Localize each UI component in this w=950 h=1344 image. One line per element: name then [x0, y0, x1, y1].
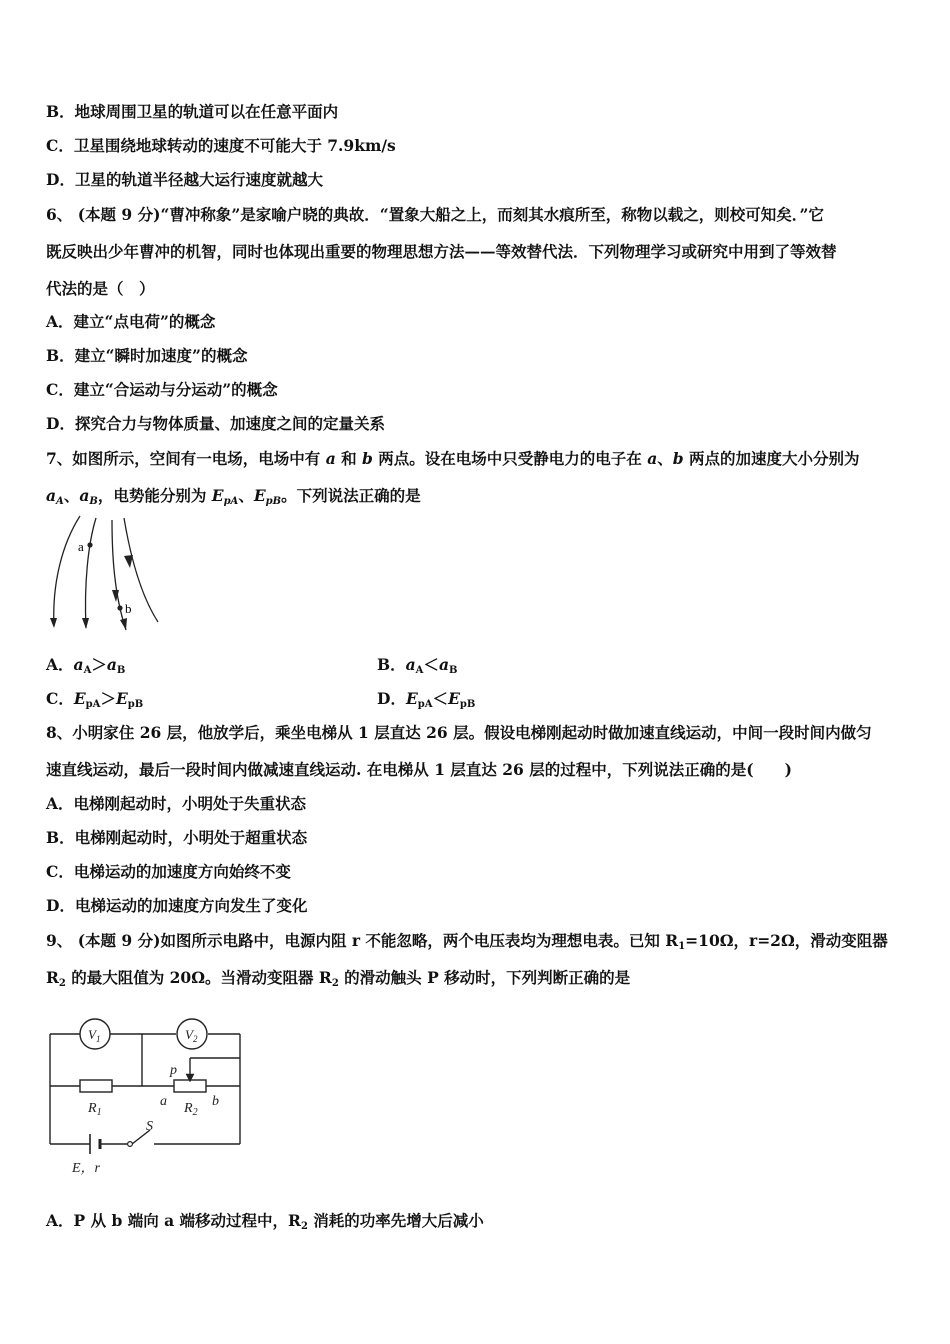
- sym-base: E: [211, 486, 224, 505]
- option-text: 探究合力与物体质量、加速度之间的定量关系: [74, 414, 385, 433]
- question-text: 的滑动触头 P 移动时，下列判断正确的是: [338, 968, 631, 987]
- label-sub: 1: [95, 1034, 101, 1044]
- q7-option-b: [377, 655, 457, 681]
- switch-s-label: S: [146, 1119, 153, 1134]
- option-text: 电梯刚起动时，小明处于超重状态: [74, 828, 308, 847]
- sym-sub: pA: [85, 699, 101, 710]
- label-sub: 1: [96, 1107, 102, 1118]
- point-a-dot: [87, 542, 92, 547]
- comparison-op: ＜: [432, 689, 449, 708]
- q7-text: 。下列说法正确的是: [281, 486, 421, 505]
- sym-sub: A: [56, 496, 64, 507]
- q8-option-c: [46, 862, 291, 882]
- arrowhead-icon: [120, 618, 127, 630]
- option-text: 卫星的轨道半径越大运行速度就越大: [74, 170, 323, 189]
- question-number: 8、: [46, 723, 73, 742]
- label-base: R: [184, 1101, 193, 1116]
- option-letter: D．: [377, 689, 406, 708]
- point-a-var: a: [325, 449, 336, 468]
- sym-sub: B: [116, 665, 126, 676]
- label-base: V: [88, 1027, 96, 1042]
- sym-sub: A: [415, 665, 424, 676]
- sym-base: E: [448, 689, 460, 708]
- sym-base: E: [253, 486, 266, 505]
- q7-text: 、: [63, 486, 80, 505]
- comparison-op: ＞: [91, 655, 107, 674]
- q7-text: ，电势能分别为: [97, 486, 212, 505]
- q7-text: 如图所示，空间有一电场，电场中有: [72, 449, 326, 468]
- sym-sub: B: [448, 665, 458, 676]
- point-b-label: b: [125, 601, 132, 616]
- question-text: 小明家住 26 层，他放学后，乘坐电梯从 1 层直达 26 层。假设电梯刚起动时做加速直线运动，中间一段时间内做匀: [72, 723, 872, 742]
- q8-line-2: 速直线运动，最后一段时间内做减速直线运动. 在电梯从 1 层直达 26 层的过程中，下列说法正确的是( ): [46, 760, 792, 779]
- q7-line-2: [46, 486, 421, 512]
- label-base: R: [88, 1101, 97, 1116]
- arrowhead-icon: [124, 555, 133, 568]
- electric-field-figure: [44, 514, 164, 636]
- option-letter: A．: [46, 794, 74, 813]
- sym-sub: pA: [417, 699, 433, 710]
- sym-base: a: [405, 655, 416, 674]
- option-text: 建立“合运动与分运动”的概念: [73, 380, 278, 399]
- q7-option-d: [377, 689, 475, 715]
- option-text: 建立“点电荷”的概念: [73, 312, 216, 331]
- point-b-var: b: [362, 449, 373, 468]
- prev-option-d: [46, 170, 323, 190]
- q7-text: 、: [238, 486, 254, 505]
- question-number: 9、: [46, 931, 73, 950]
- q7-line-1: [46, 449, 860, 469]
- option-text: P 从 b 端向 a 端移动过程中，R: [73, 1211, 301, 1230]
- option-letter: C．: [46, 689, 74, 708]
- point-b-var: b: [672, 449, 684, 468]
- question-text: =10Ω，r=2Ω，滑动变阻器: [685, 931, 888, 950]
- sym-sub: B: [89, 496, 98, 507]
- circuit-diagram: [44, 1012, 249, 1182]
- option-text: 电梯运动的加速度方向始终不变: [73, 862, 291, 881]
- option-letter: A．: [46, 655, 74, 674]
- question-text: 的最大阻值为 20Ω。当滑动变阻器 R: [65, 968, 332, 987]
- option-letter: C．: [46, 136, 74, 155]
- sym-base: a: [438, 655, 449, 674]
- symbol-aA: [46, 486, 64, 505]
- q6-option-a: [46, 312, 215, 332]
- v1-label: [88, 1027, 100, 1044]
- question-text: R: [46, 968, 59, 987]
- q6-option-d: [46, 414, 385, 434]
- v2-label: [185, 1027, 198, 1044]
- option-text: 建立“瞬时加速度”的概念: [74, 346, 248, 365]
- node-b-label: b: [212, 1094, 219, 1109]
- r1-label: [87, 1101, 102, 1118]
- sym-sub: pB: [127, 699, 144, 710]
- sym-base: a: [46, 486, 57, 505]
- question-number: 6、: [46, 205, 73, 224]
- q7-text: 和: [335, 449, 363, 468]
- q8-option-b: [46, 828, 307, 848]
- q6-line-3: 代法的是（ ）: [46, 279, 155, 298]
- option-text: 电梯运动的加速度方向发生了变化: [74, 896, 308, 915]
- resistor-r1: [80, 1080, 112, 1092]
- q9-line-1: [46, 931, 888, 957]
- option-letter: B．: [46, 102, 75, 121]
- sym-sub: A: [83, 665, 92, 676]
- q7-option-a: [46, 655, 125, 681]
- sym-base: a: [73, 655, 84, 674]
- arrowhead-icon: [82, 618, 89, 629]
- slider-arrow-icon: [186, 1074, 194, 1082]
- point-b-dot: [117, 605, 122, 610]
- source-label: E，r: [72, 1161, 100, 1176]
- option-letter: D．: [46, 896, 75, 915]
- switch-contact: [128, 1142, 133, 1147]
- sym-base: a: [106, 655, 117, 674]
- sym-base: E: [73, 689, 86, 708]
- comparison-op: ＞: [100, 689, 116, 708]
- symbol-EpB: [254, 486, 281, 505]
- question-text: “曹冲称象”是家喻户晓的典故．“置象大船之上，而刻其水痕所至，称物以载之，则校可知矣．”它: [160, 205, 824, 224]
- sym-base: E: [405, 689, 418, 708]
- option-letter: B．: [377, 655, 406, 674]
- subscript: 2: [300, 1221, 308, 1232]
- sym-base: E: [115, 689, 128, 708]
- option-letter: D．: [46, 170, 75, 189]
- field-line: [85, 518, 96, 628]
- arrowhead-icon: [50, 618, 57, 628]
- q6-line-1: [46, 205, 824, 225]
- option-letter: B．: [46, 346, 75, 365]
- option-letter: B．: [46, 828, 75, 847]
- q8-option-d: [46, 896, 307, 916]
- q7-text: 、: [657, 449, 673, 468]
- q8-line-1: [46, 723, 872, 743]
- symbol-aB: [79, 486, 98, 505]
- q9-option-a: [46, 1211, 484, 1237]
- prev-option-c: [46, 136, 396, 156]
- symbol-EpA: [212, 486, 239, 505]
- q7-text: 两点。设在电场中只受静电力的电子在: [372, 449, 648, 468]
- option-letter: A．: [46, 312, 74, 331]
- speed-value: 7.9km/s: [327, 136, 396, 155]
- score-tag: (本题 9 分): [77, 205, 161, 224]
- r2-label: [183, 1101, 198, 1118]
- option-letter: D．: [46, 414, 75, 433]
- subscript: 1: [678, 941, 686, 952]
- question-number: 7、: [46, 449, 73, 468]
- question-text: 如图所示电路中，电源内阻 r 不能忽略，两个电压表均为理想电表。已知 R: [160, 931, 679, 950]
- q7-text: 两点的加速度大小分别为: [683, 449, 860, 468]
- option-text: 地球周围卫星的轨道可以在任意平面内: [74, 102, 339, 121]
- field-line: [112, 520, 126, 630]
- slider-p-label: p: [170, 1063, 177, 1078]
- option-text: 卫星围绕地球转动的速度不可能大于: [73, 136, 328, 155]
- sym-base: a: [79, 486, 90, 505]
- field-line: [54, 516, 80, 626]
- score-tag: (本题 9 分): [77, 931, 161, 950]
- option-text: 消耗的功率先增大后减小: [307, 1211, 484, 1230]
- q7-option-c: [46, 689, 143, 715]
- option-letter: A．: [46, 1211, 74, 1230]
- option-letter: C．: [46, 380, 74, 399]
- subscript: 2: [331, 978, 339, 989]
- node-a-label: a: [160, 1094, 167, 1109]
- prev-option-b: [46, 102, 338, 122]
- point-a-label: a: [78, 539, 84, 554]
- q6-option-b: [46, 346, 247, 366]
- sym-sub: pB: [459, 699, 476, 710]
- option-letter: C．: [46, 862, 74, 881]
- q6-option-c: [46, 380, 278, 400]
- label-sub: 2: [192, 1107, 198, 1118]
- label-base: V: [185, 1027, 193, 1042]
- q9-line-2: [46, 968, 630, 994]
- label-sub: 2: [192, 1034, 198, 1044]
- q6-line-2: 既反映出少年曹冲的机智，同时也体现出重要的物理思想方法——等效替代法．下列物理学习或研究中用到了等效替: [46, 242, 837, 261]
- point-a-var: a: [647, 449, 658, 468]
- comparison-op: ＜: [423, 655, 439, 674]
- sym-sub: pA: [223, 496, 239, 507]
- sym-sub: pB: [265, 496, 282, 507]
- subscript: 2: [58, 978, 66, 989]
- q8-option-a: [46, 794, 306, 814]
- option-text: 电梯刚起动时，小明处于失重状态: [73, 794, 307, 813]
